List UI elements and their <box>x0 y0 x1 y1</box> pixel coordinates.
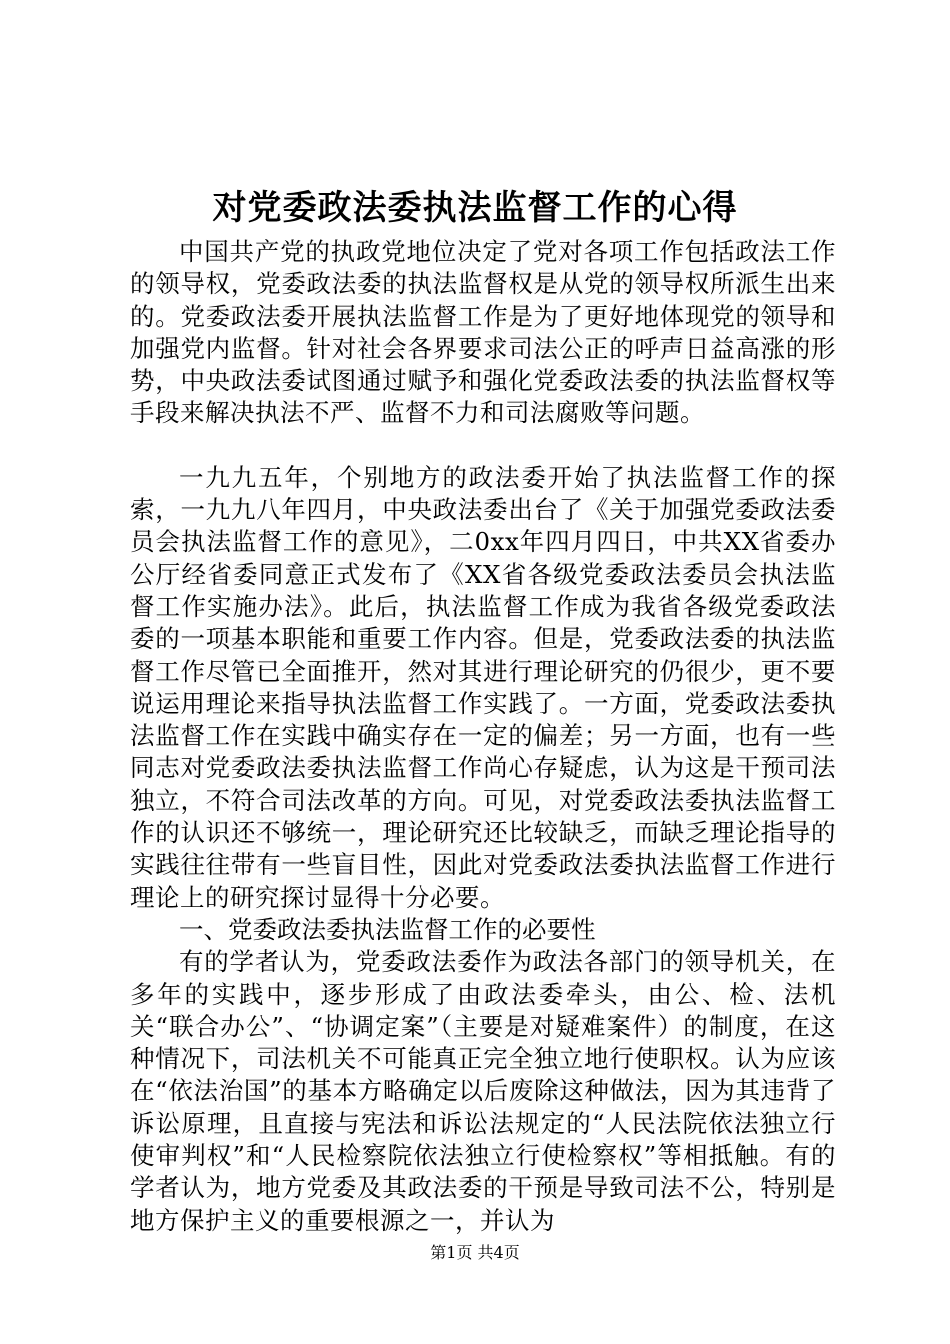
paragraph-spacer <box>130 430 836 462</box>
section-heading: 一、党委政法委执法监督工作的必要性 <box>179 914 596 944</box>
paragraph-intro: 中国共产党的执政党地位决定了党对各项工作包括政法工作的领导权，党委政法委的执法监督权是从党的领导权所派生出来的。党委政法委开展执法监督工作是为了更好地体现党的领导和加强党内监督。针对社会各界要求司法公正的呼声日益高涨的形势，中央政法委试图通过赋予和强化党委政法委的执法监督权等手段来解决执法不严、监督不力和司法腐败等问题。 <box>130 237 836 428</box>
document-title: 对党委政法委执法监督工作的心得 <box>212 188 738 228</box>
paragraph-background: 一九九五年，个别地方的政法委开始了执法监督工作的探索，一九九八年四月，中央政法委出台了《关于加强党委政法委员会执法监督工作的意见》，二0xx年四月四日，中共XX省委办公厅经省委同意正式发布了《XX省各级党委政法委员会执法监督工作实施办法》。此后，执法监督工作成为我省各级党委政法委的一项基本职能和重要工作内容。但是，党委政法委的执法监督工作尽管已全面推开，然对其进行理论研究的仍很少，更不要说运用理论来指导执法监督工作实践了。一方面，党委政法委执法监督工作在实践中确实存在一定的偏差；另一方面，也有一些同志对党委政法委执法监督工作尚心存疑虑，认为这是干预司法独立，不符合司法改革的方向。可见，对党委政法委执法监督工作的认识还不够统一，理论研究还比较缺乏，而缺乏理论指导的实践往往带有一些盲目性，因此对党委政法委执法监督工作进行理论上的研究探讨显得十分必要。 <box>130 462 836 912</box>
page-footer: 第1页 共4页 <box>430 1243 520 1262</box>
document-body <box>130 236 836 1237</box>
paragraph-section-1: 有的学者认为，党委政法委作为政法各部门的领导机关，在多年的实践中，逐步形成了由政法委牵头，由公、检、法机关“联合办公”、“协调定案”（主要是对疑难案件）的制度，在这种情况下，司法机关不可能真正完全独立地行使职权。认为应该在“依法治国”的基本方略确定以后废除这种做法，因为其违背了诉讼原理，且直接与宪法和诉讼法规定的“人民法院依法独立行使审判权”和“人民检察院依法独立行使检察权”等相抵触。有的学者认为，地方党委及其政法委的干预是导致司法不公，特别是地方保护主义的重要根源之一，并认为 <box>130 947 836 1235</box>
